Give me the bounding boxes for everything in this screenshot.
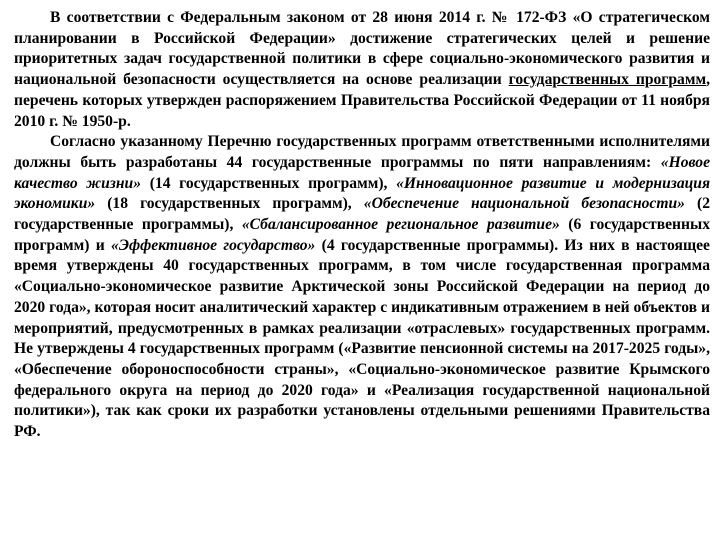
- document-body: [14, 8, 710, 443]
- paragraph1-text-before-link: В соответствии с Федеральным законом от 28 июня 2014 г. № 172-ФЗ «О стратегическом планировании в Российской Федерации» достижение стратегических целей и решение приоритетных задач государственной политики в сфере социально-экономического развития и национальной безопасности осуществляется на основе реализации: [14, 9, 710, 89]
- direction-3-name: «Обеспечение национальной безопасности»: [363, 195, 685, 213]
- paragraph-strategic-planning-law: [14, 8, 710, 132]
- direction-4-count: (6 государственных программ) и: [14, 216, 710, 254]
- direction-2-name: «Инновационное развитие и модернизация экономики»: [14, 174, 711, 213]
- paragraph1-text-after-link: , перечень которых утвержден распоряжением Правительства Российской Федерации от 11 ноября 2010 г. № 1950-р.: [14, 71, 710, 130]
- paragraph2-intro: Согласно указанному Перечню государственных программ ответственными исполнителями должны быть разработаны 44 государственные программы по пяти направлениям:: [14, 133, 710, 171]
- direction-4-name: «Сбалансированное региональное развитие»: [241, 216, 560, 234]
- paragraph-program-list: [14, 132, 710, 443]
- direction-5-count: (4 государственные программы).: [315, 236, 565, 254]
- paragraph2-rest: Из них в настоящее время утверждены 40 государственных программ, в том числе государственная программа «Социально-экономическое развитие Арктической зоны Российской Федерации на период до 2020 года», которая носит аналитический характер с индикативным отражением в ней объектов и мероприятий, предусмотренных в рамках реализации «отраслевых» государственных программ. Не утверждены 4 государственных программ («Развитие пенсионной системы на 2017-2025 годы», «Обеспечение обороноспособности страны», «Социально-экономическое развитие Крымского федерального округа на период до 2020 года» и «Реализация государственной национальной политики»), так как сроки их разработки установлены отдельными решениями Правительства РФ.: [14, 236, 710, 441]
- state-programs-link[interactable]: государственных программ: [508, 71, 707, 89]
- direction-1-name: «Новое качество жизни»: [14, 153, 710, 192]
- direction-5-name: «Эффективное государство»: [111, 236, 316, 254]
- direction-3-count: (2 государственные программы),: [14, 195, 710, 234]
- direction-2-count: (18 государственных программ),: [95, 195, 364, 213]
- direction-1-count: (14 государственных программ),: [141, 174, 397, 192]
